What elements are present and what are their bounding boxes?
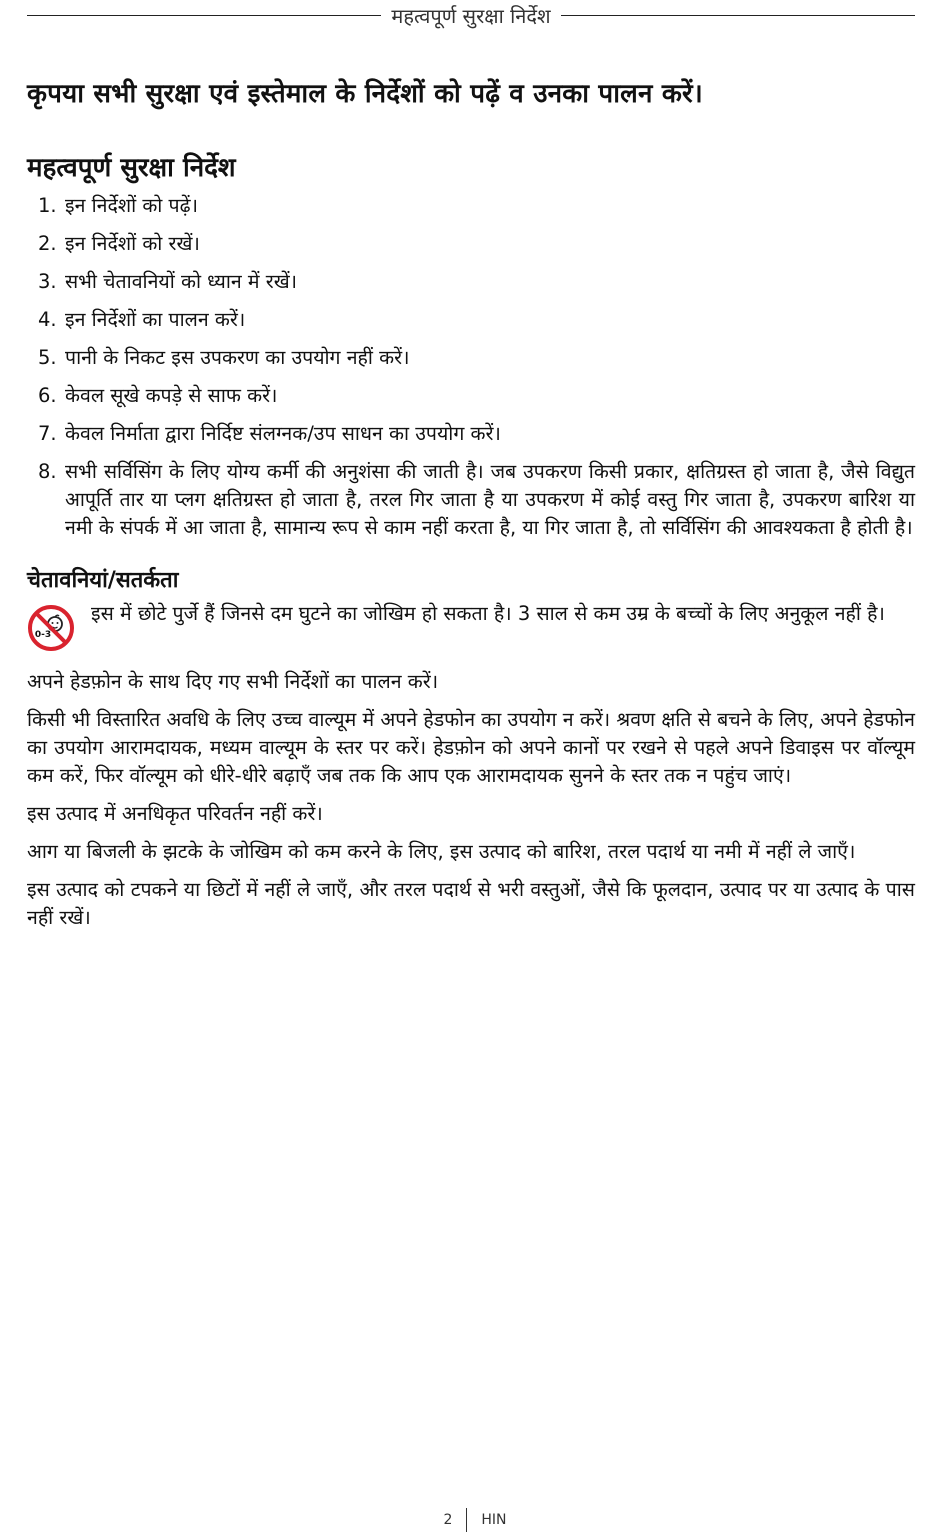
warning-paragraph: अपने हेडफ़ोन के साथ दिए गए सभी निर्देशों का पालन करें। [27, 670, 439, 693]
list-item [27, 382, 915, 410]
list-item-text: केवल निर्माता द्वारा निर्दिष्ट संलग्नक/उप साधन का उपयोग करें। [65, 422, 501, 445]
warning-paragraph: आग या बिजली के झटके के जोखिम को कम करने के लिए, इस उत्पाद को बारिश, तरल पदार्थ या नमी में नहीं ले जाएँ। [27, 840, 856, 863]
list-item-text: पानी के निकट इस उपकरण का उपयोग नहीं करें। [65, 346, 410, 369]
no-children-under-3-icon [27, 600, 91, 656]
list-item-number: 8. [38, 460, 57, 483]
list-item [27, 344, 915, 372]
list-item-text: सभी सर्विसिंग के लिए योग्य कर्मी की अनुशंसा की जाती है। जब उपकरण किसी प्रकार, क्षतिग्रस्त हो जाता है, जैसे विद्युत आपूर्ति तार या प्लग क्षतिग्रस्त हो जाता है, तरल गिर जाता है या उपकरण में कोई वस्तु गिर जाता है, उपकरण बारिश या नमी के संपर्क में आ जाता है, सामान्य रूप से काम नहीं करता है, या गिर जाता है, तो सर्विसिंग की आवश्यकता है होती है। [65, 460, 915, 539]
safety-section-heading: महत्वपूर्ण सुरक्षा निर्देश [27, 153, 236, 183]
header-rule-right [561, 15, 915, 16]
list-item [27, 458, 915, 542]
page-footer [0, 1508, 950, 1532]
list-item-text: इन निर्देशों को रखें। [65, 232, 200, 255]
footer-divider [466, 1508, 467, 1532]
safety-instructions-list [27, 192, 915, 542]
document-body [27, 74, 915, 942]
header-title: महत्वपूर्ण सुरक्षा निर्देश [391, 3, 551, 28]
intro-statement: कृपया सभी सुरक्षा एवं इस्तेमाल के निर्देशों को पढ़ें व उनका पालन करें। [27, 79, 703, 109]
list-item-number: 5. [38, 346, 57, 369]
page-number: 2 [443, 1512, 453, 1528]
list-item-text: केवल सूखे कपड़े से साफ करें। [65, 384, 278, 407]
choking-warning-text: इस में छोटे पुर्जे हैं जिनसे दम घुटने का जोखिम हो सकता है। 3 साल से कम उम्र के बच्चों के लिए अनुकूल नहीं है। [91, 602, 885, 625]
list-item-number: 7. [38, 422, 57, 445]
list-item-text: इन निर्देशों का पालन करें। [65, 308, 246, 331]
list-item [27, 192, 915, 220]
warnings-section-heading: चेतावनियां/सतर्कता [27, 568, 179, 593]
language-code: HIN [481, 1512, 507, 1528]
warning-paragraph: इस उत्पाद में अनधिकृत परिवर्तन नहीं करें। [27, 802, 323, 825]
list-item-text: इन निर्देशों को पढ़ें। [65, 194, 199, 217]
list-item-number: 2. [38, 232, 57, 255]
list-item-text: सभी चेतावनियों को ध्यान में रखें। [65, 270, 298, 293]
list-item [27, 268, 915, 296]
warning-paragraph: किसी भी विस्तारित अवधि के लिए उच्च वाल्यूम में अपने हेडफोन का उपयोग न करें। श्रवण क्षति से बचने के लिए, अपने हेडफोन का उपयोग आरामदायक, मध्यम वाल्यूम के स्तर पर करें। हेडफ़ोन को अपने कानों पर रखने से पहले अपने डिवाइस पर वॉल्यूम कम करें, फिर वॉल्यूम को धीरे-धीरे बढ़ाएँ जब तक कि आप एक आरामदायक सुनने के स्तर तक न पहुंच जाएं। [27, 708, 915, 787]
list-item-number: 1. [38, 194, 57, 217]
page-header [27, 2, 915, 28]
list-item-number: 6. [38, 384, 57, 407]
warning-paragraph: इस उत्पाद को टपकने या छिटों में नहीं ले जाएँ, और तरल पदार्थ से भरी वस्तुओं, जैसे कि फूलदान, उत्पाद पर या उत्पाद के पास नहीं रखें। [27, 878, 915, 929]
age-label: 0-3 [34, 630, 52, 640]
list-item [27, 306, 915, 334]
list-item [27, 420, 915, 448]
header-rule-left [27, 15, 381, 16]
prohibition-sign-icon [27, 604, 75, 652]
list-item [27, 230, 915, 258]
list-item-number: 4. [38, 308, 57, 331]
list-item-number: 3. [38, 270, 57, 293]
choking-hazard-warning [27, 600, 915, 656]
